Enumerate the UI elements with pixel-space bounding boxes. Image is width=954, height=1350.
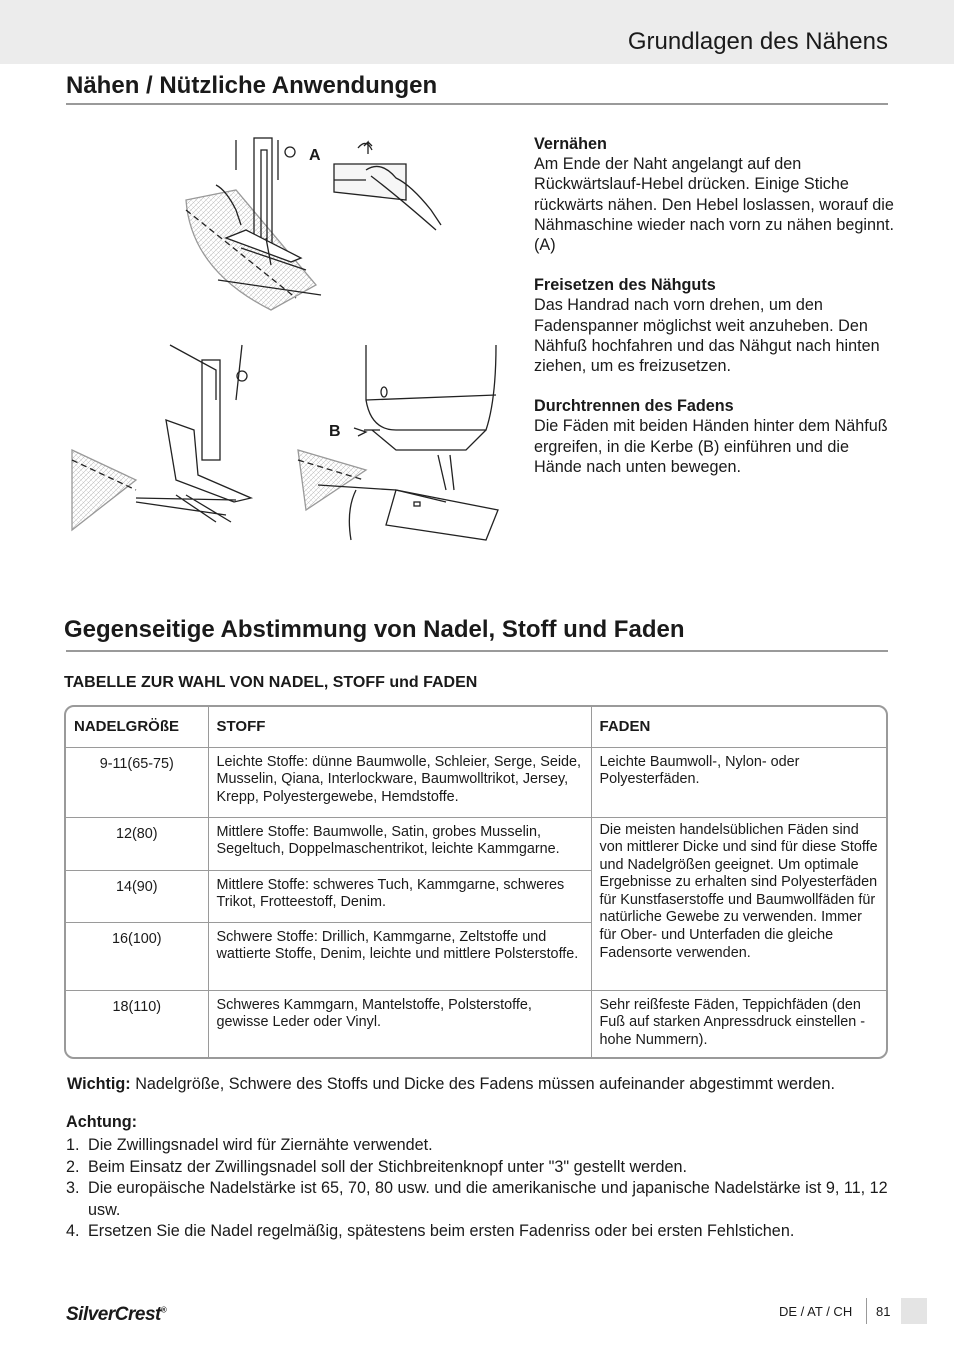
table-caption: TABELLE ZUR WAHL VON NADEL, STOFF und FADEN [64, 674, 478, 691]
footer-divider [866, 1298, 867, 1324]
list-number: 4. [66, 1222, 80, 1240]
figure-label-b: B [329, 423, 341, 440]
list-text: Beim Einsatz der Zwillingsnadel soll der Stichbreitenknopf unter "3" gestellt werden. [88, 1157, 688, 1176]
cell-stoff: Mittlere Stoffe: schweres Tuch, Kammgarne, schweres Trikot, Frotteestoff, Denim. [208, 870, 591, 922]
cell-stoff: Schwere Stoffe: Drillich, Kammgarne, Zeltstoffe und wattierte Stoffe, Denim, leichte und mittlere Polsterstoffe. [208, 922, 591, 990]
cell-faden: Leichte Baumwoll-, Nylon- oder Polyesterfäden. [591, 747, 886, 817]
note-label: Wichtig: [67, 1075, 131, 1093]
reverse-lever-hand [334, 142, 441, 230]
machine-front-figure-b [298, 345, 498, 540]
presser-foot-figure-a [186, 138, 321, 310]
cell-size: 14(90) [66, 870, 208, 922]
cell-size: 16(100) [66, 922, 208, 990]
note-text: Nadelgröße, Schwere des Stoffs und Dicke des Fadens müssen aufeinander abgestimmt werden. [135, 1075, 835, 1093]
sewing-illustration [66, 130, 506, 550]
list-item [66, 1157, 896, 1179]
section-heading-abstimmung: Gegenseitige Abstimmung von Nadel, Stoff und Faden [64, 616, 685, 643]
needle-fabric-thread-table [64, 705, 888, 1059]
heading-rule [66, 103, 888, 105]
achtung-title: Achtung: [66, 1113, 138, 1131]
list-text: Ersetzen Sie die Nadel regelmäßig, spätestens beim ersten Fadenriss oder bei ersten Fehlstichen. [88, 1222, 795, 1240]
cell-size: 12(80) [66, 817, 208, 870]
cell-faden: Sehr reißfeste Fäden, Teppichfäden (den Fuß auf starken Anpressdruck einstellen - hohe Nummern). [591, 990, 886, 1059]
list-number: 2. [66, 1157, 80, 1176]
instructions-column [534, 134, 894, 497]
instruction-block-vernaehen [534, 134, 894, 255]
important-note [67, 1075, 835, 1094]
table-row [66, 990, 886, 1059]
brand-mark: ® [160, 1305, 167, 1315]
instruction-block-durchtrennen [534, 396, 894, 477]
footer-language: DE / AT / CH [779, 1304, 853, 1319]
instruction-text: Die Fäden mit beiden Händen hinter dem Nähfuß ergreifen, in die Kerbe (B) einführen und die Hände nach unten bewegen. [534, 417, 888, 476]
instruction-title: Vernähen [534, 135, 607, 153]
thread-pull-figure [72, 345, 251, 530]
footer-tab-box [901, 1298, 927, 1324]
figure-label-a: A [309, 147, 321, 164]
instruction-text: Am Ende der Naht angelangt auf den Rückwärtslauf-Hebel drücken. Einige Stiche rückwärts nähen. Den Hebel loslassen, worauf die Nähmaschine wieder nach vorn zu nähen beginnt. (A) [534, 155, 894, 255]
brand-logo [66, 1304, 166, 1326]
heading-rule [66, 650, 888, 652]
column-header: STOFF [208, 707, 591, 747]
instruction-title: Durchtrennen des Fadens [534, 397, 734, 416]
table-row [66, 747, 886, 817]
instruction-title: Freisetzen des Nähguts [534, 276, 716, 295]
cell-stoff: Schweres Kammgarn, Mantelstoffe, Polsterstoffe, gewisse Leder oder Vinyl. [208, 990, 591, 1059]
achtung-list [66, 1135, 896, 1243]
cell-stoff: Leichte Stoffe: dünne Baumwolle, Schleier, Serge, Seide, Musselin, Qiana, Interlockware, Baumwolltrikot, Jersey, Krepp, Polyestergewebe, Hemdstoffe. [208, 747, 591, 817]
section-heading-naehen: Nähen / Nützliche Anwendungen [66, 72, 438, 99]
brand-name: SilverCrest [66, 1304, 161, 1325]
list-text: Die europäische Nadelstärke ist 65, 70, 80 usw. und die amerikanische und japanische Nadelstärke ist 9, 11, 12 usw. [88, 1179, 888, 1219]
list-number: 1. [66, 1136, 80, 1154]
list-item [66, 1178, 896, 1221]
list-item [66, 1221, 896, 1243]
page-header-title: Grundlagen des Nähens [627, 28, 888, 55]
column-header: NADELGRÖßE [66, 707, 208, 747]
table-header-row [66, 707, 886, 747]
cell-faden: Die meisten handelsüblichen Fäden sind von mittlerer Dicke und sind für diese Stoffe und Nadelgrößen geeignet. Um optimale Ergebnisse zu erhalten sind Polyesterfäden für Kunstfaserstoffe und Baumwollfäden für natürliche Gewebe zu verwenden. Immer für Ober- und Unterfaden die gleiche Fadensorte verwenden. [591, 817, 886, 990]
list-text: Die Zwillingsnadel wird für Ziernähte verwendet. [88, 1136, 433, 1154]
list-item [66, 1135, 896, 1157]
list-number: 3. [66, 1179, 80, 1197]
column-header: FADEN [591, 707, 886, 747]
cell-stoff: Mittlere Stoffe: Baumwolle, Satin, grobes Musselin, Segeltuch, Doppelmaschentrikot, leichte Kammgarne. [208, 817, 591, 870]
instruction-text: Das Handrad nach vorn drehen, um den Fadenspanner möglichst weit anzuheben. Den Nähfuß hochfahren und das Nähgut nach hinten ziehen, um es freizusetzen. [534, 296, 880, 376]
cell-size: 18(110) [66, 990, 208, 1059]
table-row [66, 817, 886, 870]
page-number: 81 [876, 1304, 891, 1319]
instruction-block-freisetzen [534, 275, 894, 376]
cell-size: 9-11(65-75) [66, 747, 208, 817]
